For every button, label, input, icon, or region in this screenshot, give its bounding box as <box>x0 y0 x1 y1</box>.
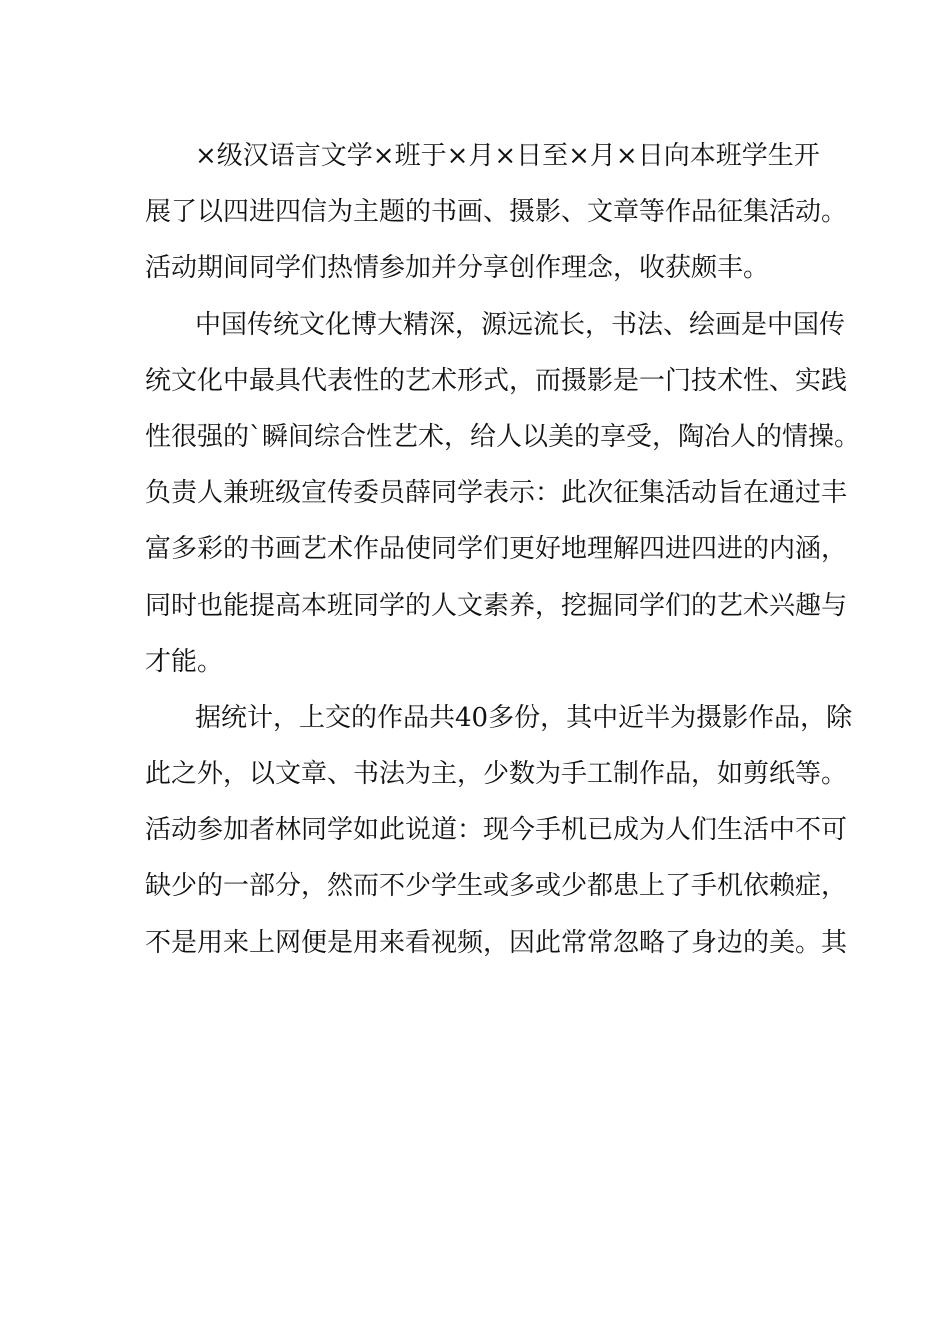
paragraph-1-line-3: 活动期间同学们热情参加并分享创作理念，收获颇丰。 <box>145 253 770 284</box>
paragraph-3-line-5: 不是用来上网便是用来看视频，因此常常忽略了身边的美。其 <box>145 927 848 958</box>
paragraph-2-line-1: 中国传统文化博大精深，源远流长，书法、绘画是中国传 <box>195 309 846 340</box>
paragraph-2-line-2: 统文化中最具代表性的艺术形式，而摄影是一门技术性、实践 <box>145 365 848 396</box>
paragraph-1-line-1: ×级汉语言文学×班于×月×日至×月×日向本班学生开 <box>195 141 820 171</box>
paragraph-1-line-2: 展了以四进四信为主题的书画、摄影、文章等作品征集活动。 <box>145 197 848 228</box>
paragraph-3-line-3: 活动参加者林同学如此说道：现今手机已成为人们生活中不可 <box>145 815 848 846</box>
paragraph-3-line-4: 缺少的一部分，然而不少学生或多或少都患上了手机依赖症， <box>145 871 848 902</box>
paragraph-3-line-1: 据统计，上交的作品共40多份，其中近半为摄影作品，除 <box>195 702 853 733</box>
paragraph-2-line-5: 富多彩的书画艺术作品使同学们更好地理解四进四进的内涵， <box>145 534 848 565</box>
paragraph-2-line-6: 同时也能提高本班同学的人文素养，挖掘同学们的艺术兴趣与 <box>145 590 848 621</box>
paragraph-2-line-3: 性很强的`瞬间综合性艺术，给人以美的享受，陶冶人的情操。 <box>145 421 861 452</box>
paragraph-3-line-2: 此之外，以文章、书法为主，少数为手工制作品，如剪纸等。 <box>145 759 848 790</box>
paragraph-2-line-4: 负责人兼班级宣传委员薛同学表示：此次征集活动旨在通过丰 <box>145 478 848 509</box>
body-text <box>145 128 861 971</box>
paragraph-2-line-7: 才能。 <box>145 646 224 677</box>
